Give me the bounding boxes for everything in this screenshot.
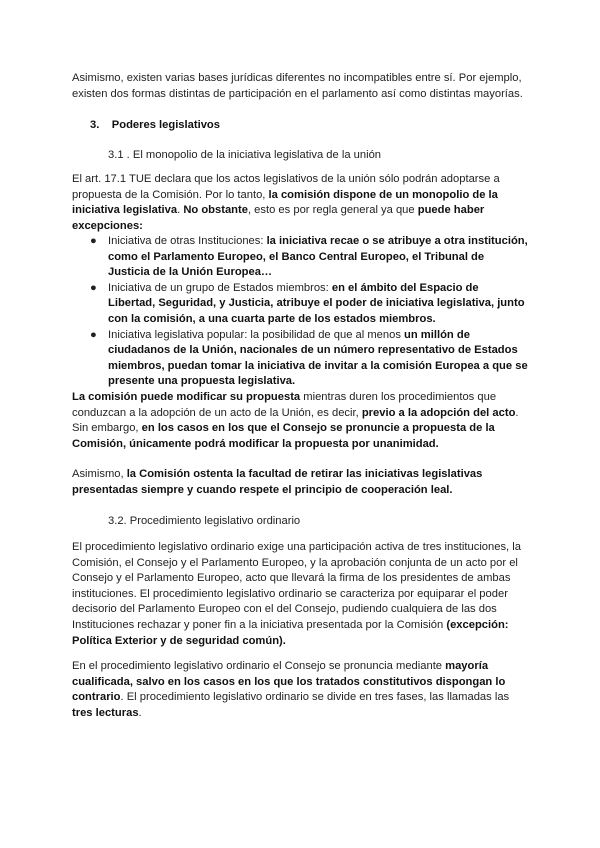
intro-paragraph: Asimismo, existen varias bases jurídicas diferentes no incompatibles entre sí. Por ejemplo, existen dos formas distintas de participación en el parlamento así como distintas mayorías. [72, 72, 523, 100]
section-number: 3. [90, 119, 100, 131]
bullet-icon: ● [90, 235, 97, 247]
paragraph-mayoria: En el procedimiento legislativo ordinario el Consejo se pronuncia mediante mayoría cualificada, salvo en los casos en los que los tratados constitutivos dispongan lo contrario. El procedimiento legislativo ordinario se divide en tres fases, las llamadas las tres lecturas. [72, 660, 510, 719]
paragraph-monopolio: El art. 17.1 TUE declara que los actos legislativos de la unión sólo podrán adoptarse a propuesta de la Comisión. Por lo tanto, la comisión dispone de un monopolio de la iniciativa legislativa. No obstante, esto es por regla general ya que puede haber excepciones: [72, 173, 500, 232]
subsection-heading-3-2: 3.2. Procedimiento legislativo ordinario [108, 515, 301, 527]
paragraph-modificacion: La comisión puede modificar su propuesta mientras duren los procedimientos que conduzcan a la adopción de un acto de la Unión, es decir, previo a la adopción del acto. Sin embargo, en los casos en los que el Consejo se pronuncie a propuesta de la Comisión, únicamente podrá modificar la propuesta por unanimidad. [72, 391, 519, 450]
list-item: ● Iniciativa de un grupo de Estados miembros: en el ámbito del Espacio de Libertad, Seguridad, y Justicia, atribuye el poder de iniciativa legislativa, junto con la comisión, a una cuarta parte de los estados miembros. [90, 281, 525, 325]
exceptions-list [72, 234, 528, 390]
list-item: ● Iniciativa legislativa popular: la posibilidad de que al menos un millón de ciudadanos de la Unión, nacionales de un número representativo de Estados miembros, puedan tomar la iniciativa de invitar a la comisión Europea a que se presente una propuesta legislativa. [90, 328, 528, 388]
bullet-icon: ● [90, 281, 97, 294]
section-heading [90, 118, 546, 134]
subsection-heading-3-1: 3.1 . El monopolio de la iniciativa legislativa de la unión [108, 149, 382, 161]
list-item: ● Iniciativa de otras Instituciones: la iniciativa recae o se atribuye a otra institución, como el Parlamento Europeo, el Banco Central Europeo, el Tribunal de Justicia de la Unión Europea… [90, 235, 528, 279]
paragraph-retirada: Asimismo, la Comisión ostenta la facultad de retirar las iniciativas legislativas presentadas siempre y cuando respete el principio de cooperación leal. [72, 468, 483, 496]
section-title: Poderes legislativos [111, 119, 220, 131]
paragraph-procedimiento: El procedimiento legislativo ordinario exige una participación activa de tres instituciones, la Comisión, el Consejo y el Parlamento Europeo, y la aprobación conjunta de un acto por el Consejo y el Parlamento Europeo, acto que llevará la firma de los presidentes de ambas instituciones. El procedimiento legislativo ordinario se caracteriza por equiparar el poder decisorio del Parlamento Europeo con el del Consejo, pudiendo cualquiera de las dos Instituciones rechazar y poner fin a la iniciativa presentada por la Comisión (excepción: Política Exterior y de seguridad común). [72, 541, 521, 647]
bullet-icon: ● [90, 328, 97, 341]
